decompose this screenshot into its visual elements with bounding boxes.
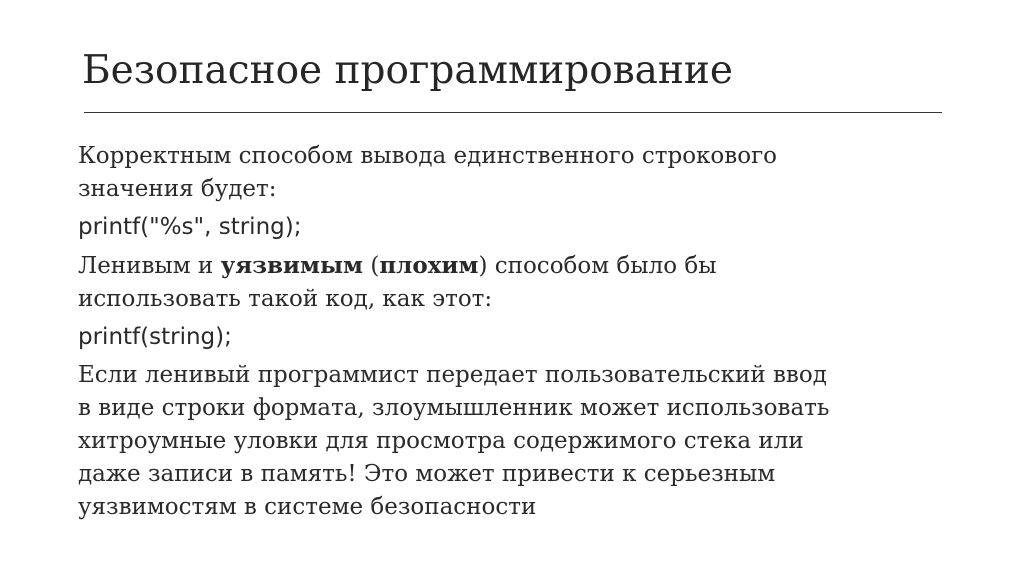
code-example-correct: printf("%s", string);: [78, 214, 302, 240]
paragraph-lazy-text-3: ) способом было бы: [478, 253, 717, 279]
paragraph-intro-line-1: Корректным способом вывода единственного строкового: [78, 143, 777, 169]
paragraph-lazy: [78, 249, 958, 316]
paragraph-lazy-text-2: (: [363, 253, 380, 279]
paragraph-warning-line-3: хитроумные уловки для просмотра содержимого стека или: [78, 428, 804, 454]
title-divider: [84, 112, 942, 113]
paragraph-warning-line-5: уязвимостям в системе безопасности: [78, 494, 537, 520]
paragraph-lazy-line-2: использовать такой код, как этот:: [78, 286, 493, 312]
paragraph-warning-line-2: в виде строки формата, злоумышленник может использовать: [78, 395, 830, 421]
emphasis-bad: плохим: [379, 252, 479, 279]
slide-title: Безопасное программирование: [82, 48, 734, 93]
paragraph-warning-line-4: даже записи в память! Это может привести к серьезным: [78, 461, 776, 487]
code-example-vulnerable: printf(string);: [78, 324, 232, 350]
paragraph-warning: [78, 359, 958, 524]
paragraph-lazy-text-1: Ленивым и: [78, 253, 221, 279]
slide-body: [78, 140, 958, 529]
paragraph-intro-line-2: значения будет:: [78, 176, 277, 202]
paragraph-intro: [78, 140, 958, 206]
emphasis-vulnerable: уязвимым: [220, 252, 364, 279]
paragraph-warning-line-1: Если ленивый программист передает пользовательский ввод: [78, 362, 827, 388]
